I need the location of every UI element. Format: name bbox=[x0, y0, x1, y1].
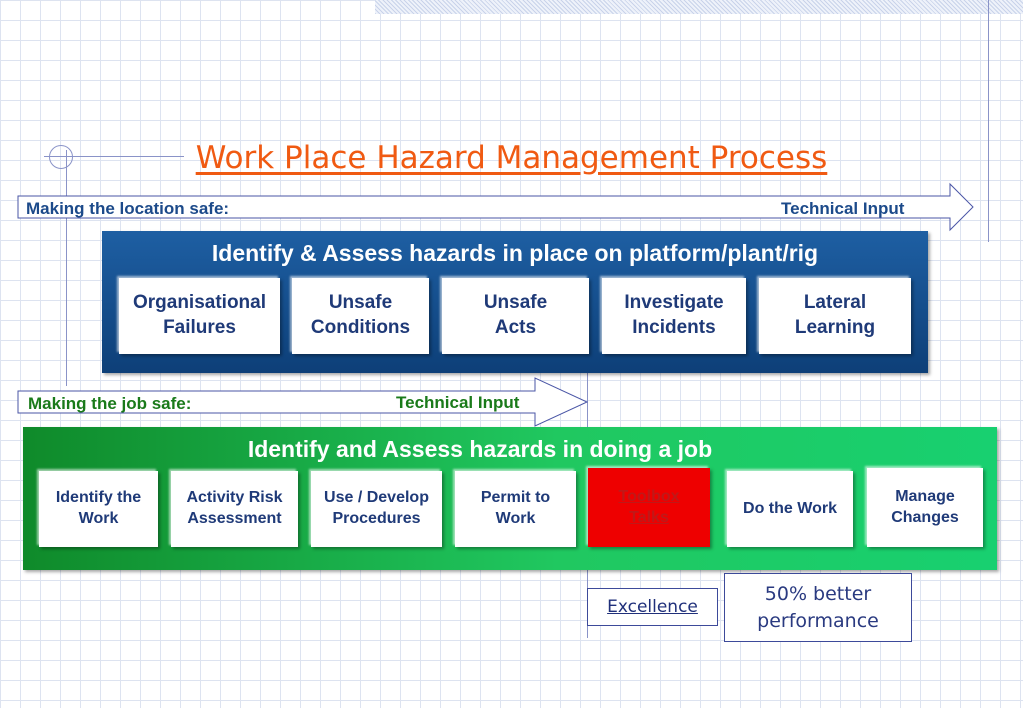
excellence-box: Excellence bbox=[587, 588, 718, 626]
box-identify-the-work: Identify the Work bbox=[39, 471, 158, 547]
location-arrow-left-label: Making the location safe: bbox=[26, 199, 230, 218]
box-toolbox-talks: Toolbox Talks bbox=[588, 468, 710, 547]
job-hazards-panel bbox=[23, 427, 997, 570]
better-performance-box: 50% better performance bbox=[724, 573, 912, 642]
location-hazards-panel bbox=[102, 231, 928, 373]
box-activity-risk-assessment: Activity Risk Assessment bbox=[171, 471, 298, 547]
box-lateral-learning: Lateral Learning bbox=[759, 278, 911, 354]
box-use-develop-procedures: Use / Develop Procedures bbox=[311, 471, 442, 547]
job-arrow-right-label: Technical Input bbox=[396, 393, 520, 412]
box-manage-changes: Manage Changes bbox=[867, 468, 983, 547]
box-do-the-work: Do the Work bbox=[727, 471, 853, 547]
job-panel-heading: Identify and Assess hazards in doing a job bbox=[247, 436, 713, 462]
location-panel-heading: Identify & Assess hazards in place on platform/plant/rig bbox=[211, 240, 819, 266]
page-title: Work Place Hazard Management Process bbox=[195, 140, 828, 176]
location-arrow-right-label: Technical Input bbox=[781, 199, 905, 218]
box-permit-to-work: Permit to Work bbox=[455, 471, 576, 547]
box-unsafe-acts: Unsafe Acts bbox=[442, 278, 589, 354]
box-investigate-incidents: Investigate Incidents bbox=[602, 278, 746, 354]
job-arrow-left-label: Making the job safe: bbox=[28, 394, 192, 413]
box-organisational-failures: Organisational Failures bbox=[119, 278, 280, 354]
box-unsafe-conditions: Unsafe Conditions bbox=[292, 278, 429, 354]
